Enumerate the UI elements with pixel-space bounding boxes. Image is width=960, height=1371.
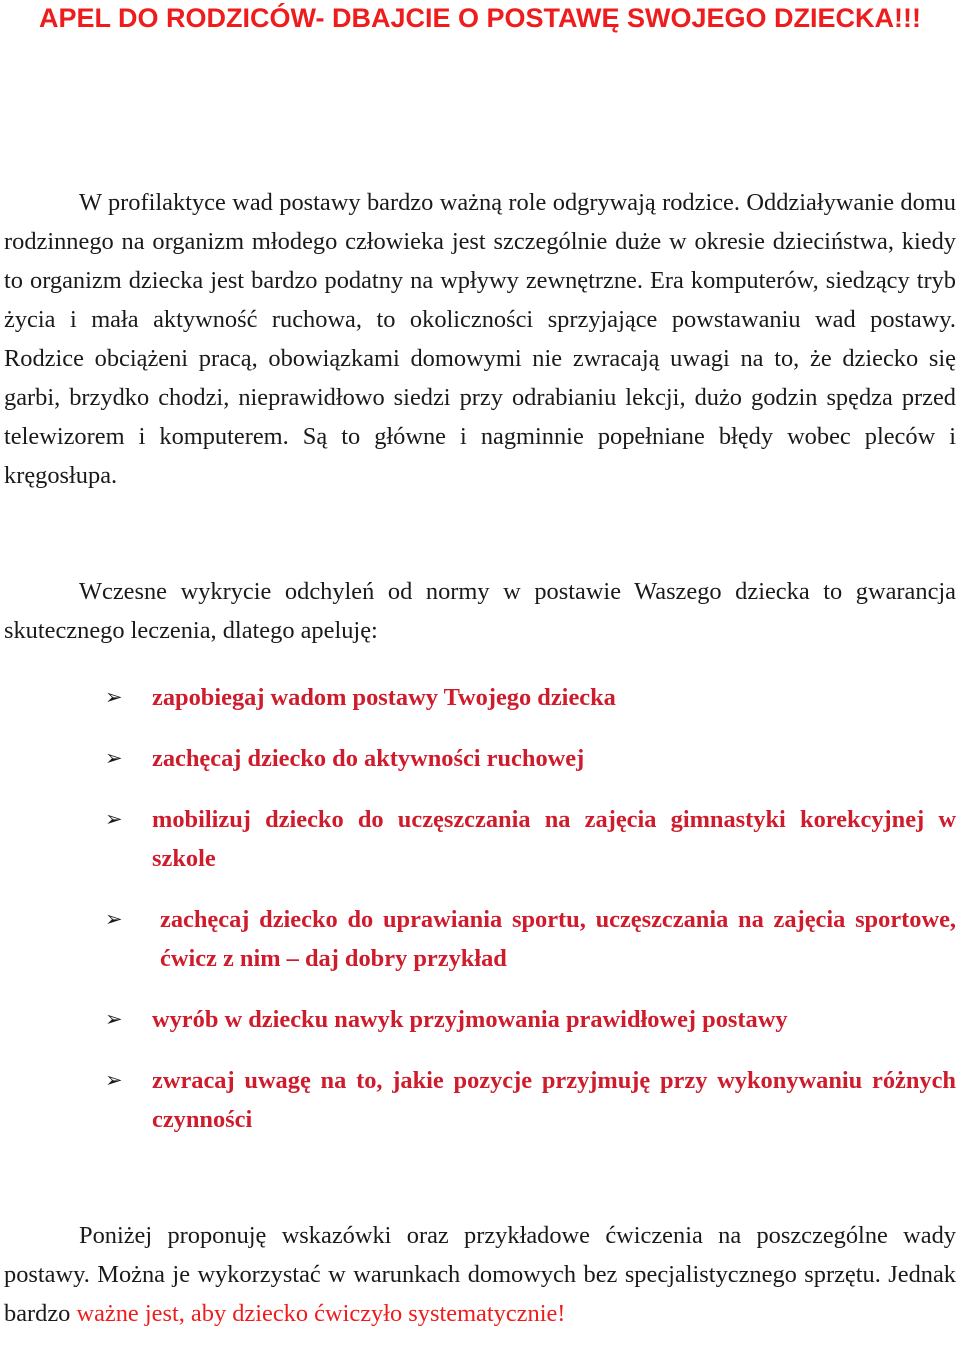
- intro-paragraph: W profilaktyce wad postawy bardzo ważną role odgrywają rodzice. Oddziaływanie domu rodzinnego na organizm młodego człowieka jest szczególnie duże w okresie dzieciństwa, kiedy to organizm dziecka jest bardzo podatny na wpływy zewnętrzne. Era komputerów, siedzący tryb życia i mała aktywność ruchowa, to okoliczności sprzyjające powstawaniu wad postawy. Rodzice obciążeni pracą, obowiązkami domowymi nie zwracają uwagi na to, że dziecko się garbi, brzydko chodzi, nieprawidłowo siedzi przy odrabianiu lekcji, dużo godzin spędza przed telewizorem i komputerem. Są to główne i nagminnie popełniane błędy wobec pleców i kręgosłupa.: [4, 189, 956, 489]
- arrowhead-bullet-icon: ➢: [105, 907, 123, 931]
- list-item: zwracaj uwagę na to, jakie pozycje przyjmuję przy wykonywaniu różnych czynności: [152, 1067, 956, 1133]
- arrowhead-bullet-icon: ➢: [105, 807, 123, 831]
- closing-paragraph: [4, 1216, 956, 1333]
- arrowhead-bullet-icon: ➢: [105, 746, 123, 770]
- list-item: mobilizuj dziecko do uczęszczania na zajęcia gimnastyki korekcyjnej w szkole: [152, 806, 956, 872]
- list-item: wyrób w dziecku nawyk przyjmowania prawidłowej postawy: [152, 1006, 788, 1033]
- arrowhead-bullet-icon: ➢: [105, 1007, 123, 1031]
- closing-highlight: ważne jest, aby dziecko ćwiczyło systematycznie!: [76, 1300, 566, 1327]
- list-item: zachęcaj dziecko do uprawiania sportu, uczęszczania na zajęcia sportowe, ćwicz z nim – daj dobry przykład: [160, 906, 956, 972]
- appeal-paragraph: Wczesne wykrycie odchyleń od normy w postawie Waszego dziecka to gwarancja skutecznego leczenia, dlatego apeluję:: [4, 578, 956, 644]
- closing-text: Poniżej proponuję wskazówki oraz przykładowe ćwiczenia na poszczególne wady postawy. Można je wykorzystać w warunkach domowych bez specjalistycznego sprzętu. Jednak bardzo: [4, 1222, 956, 1327]
- arrowhead-bullet-icon: ➢: [105, 1068, 123, 1092]
- list-item: zachęcaj dziecko do aktywności ruchowej: [152, 745, 585, 772]
- list-item: zapobiegaj wadom postawy Twojego dziecka: [152, 684, 616, 711]
- page-title: APEL DO RODZICÓW- DBAJCIE O POSTAWĘ SWOJEGO DZIECKA!!!: [39, 3, 921, 33]
- arrowhead-bullet-icon: ➢: [105, 685, 123, 709]
